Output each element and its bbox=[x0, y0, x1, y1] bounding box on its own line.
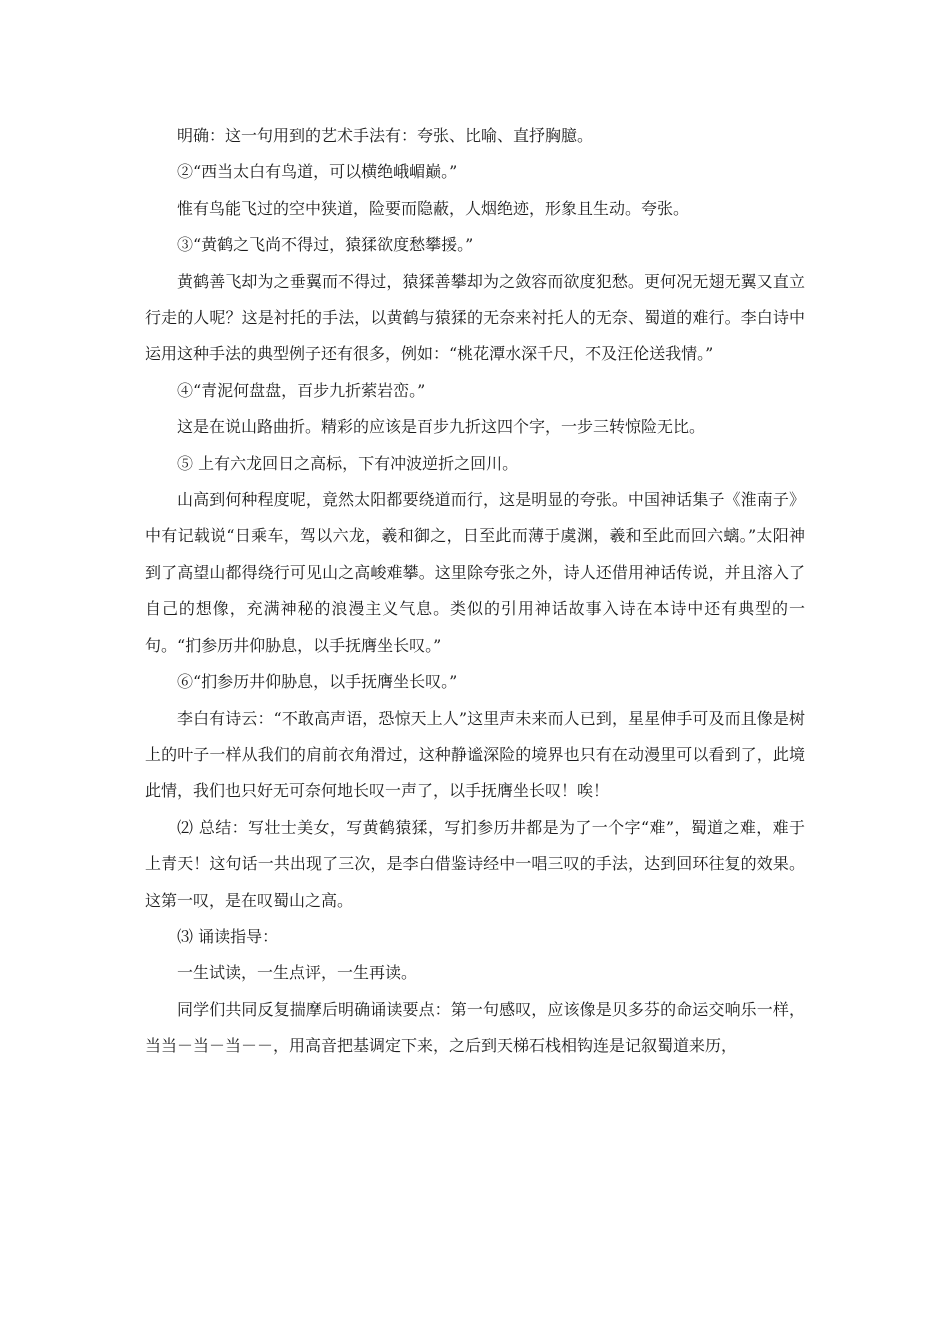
document-page bbox=[145, 118, 805, 1065]
paragraph-quote-5: ⑤ 上有六龙回日之高标，下有冲波逆折之回川。 bbox=[177, 453, 519, 473]
paragraph-quote-6: ⑥“扪参历井仰胁息，以手抚膺坐长叹。” bbox=[177, 672, 458, 692]
paragraph-analysis-3: 黄鹤善飞却为之垂翼而不得过，猿猱善攀却为之敛容而欲度犯愁。更何况无翅无翼又直立行走的人呢？这是衬托的手法，以黄鹤与猿猱的无奈来衬托人的无奈、蜀道的难行。李白诗中运用这种手法的典型例子还有很多，例如：“桃花潭水深千尺，不及汪伦送我情。” bbox=[145, 271, 805, 364]
paragraph-analysis-2: 惟有鸟能飞过的空中狭道，险要而隐蔽，人烟绝迹，形象且生动。夸张。 bbox=[177, 198, 690, 218]
paragraph-reading-points: 同学们共同反复揣摩后明确诵读要点：第一句感叹，应该像是贝多芬的命运交响乐一样，当当－当－当－－，用高音把基调定下来，之后到天梯石栈相钩连是记叙蜀道来历， bbox=[145, 999, 805, 1056]
paragraph-conclusion: 明确：这一句用到的艺术手法有：夸张、比喻、直抒胸臆。 bbox=[177, 126, 594, 145]
paragraph-quote-2: ②“西当太白有鸟道，可以横绝峨嵋巅。” bbox=[177, 162, 458, 182]
paragraph-analysis-5: 山高到何种程度呢，竟然太阳都要绕道而行，这是明显的夸张。中国神话集子《淮南子》中有记载说“日乘车，驾以六龙，羲和御之，日至此而薄于虞渊，羲和至此而回六螭。”太阳神到了高望山都得绕行可见山之高峻难攀。这里除夸张之外，诗人还借用神话传说，并且溶入了自己的想像，充满神秘的浪漫主义气息。类似的引用神话故事入诗在本诗中还有典型的一句。“扪参历井仰胁息，以手抚膺坐长叹。” bbox=[145, 490, 805, 655]
paragraph-quote-4: ④“青泥何盘盘，百步九折萦岩峦。” bbox=[177, 380, 426, 400]
paragraph-quote-3: ③“黄鹤之飞尚不得过，猿猱欲度愁攀援。” bbox=[177, 235, 474, 255]
paragraph-reading-guide-heading: ⑶ 诵读指导： bbox=[177, 926, 279, 946]
paragraph-analysis-4: 这是在说山路曲折。精彩的应该是百步九折这四个字，一步三转惊险无比。 bbox=[177, 417, 706, 437]
paragraph-reading-steps: 一生试读，一生点评，一生再读。 bbox=[177, 963, 418, 983]
paragraph-analysis-6: 李白有诗云：“不敢高声语，恐惊天上人”这里声未来而人已到，星星伸手可及而且像是树上的叶子一样从我们的肩前衣角滑过，这种静谧深险的境界也只有在动漫里可以看到了，此境此情，我们也只好无可奈何地长叹一声了，以手抚膺坐长叹！唉！ bbox=[145, 708, 805, 801]
paragraph-summary: ⑵ 总结：写壮士美女，写黄鹤猿猱，写扪参历井都是为了一个字“难”，蜀道之难，难于上青天！这句话一共出现了三次，是李白借鉴诗经中一唱三叹的手法，达到回环往复的效果。这第一叹，是在叹蜀山之高。 bbox=[145, 817, 805, 910]
